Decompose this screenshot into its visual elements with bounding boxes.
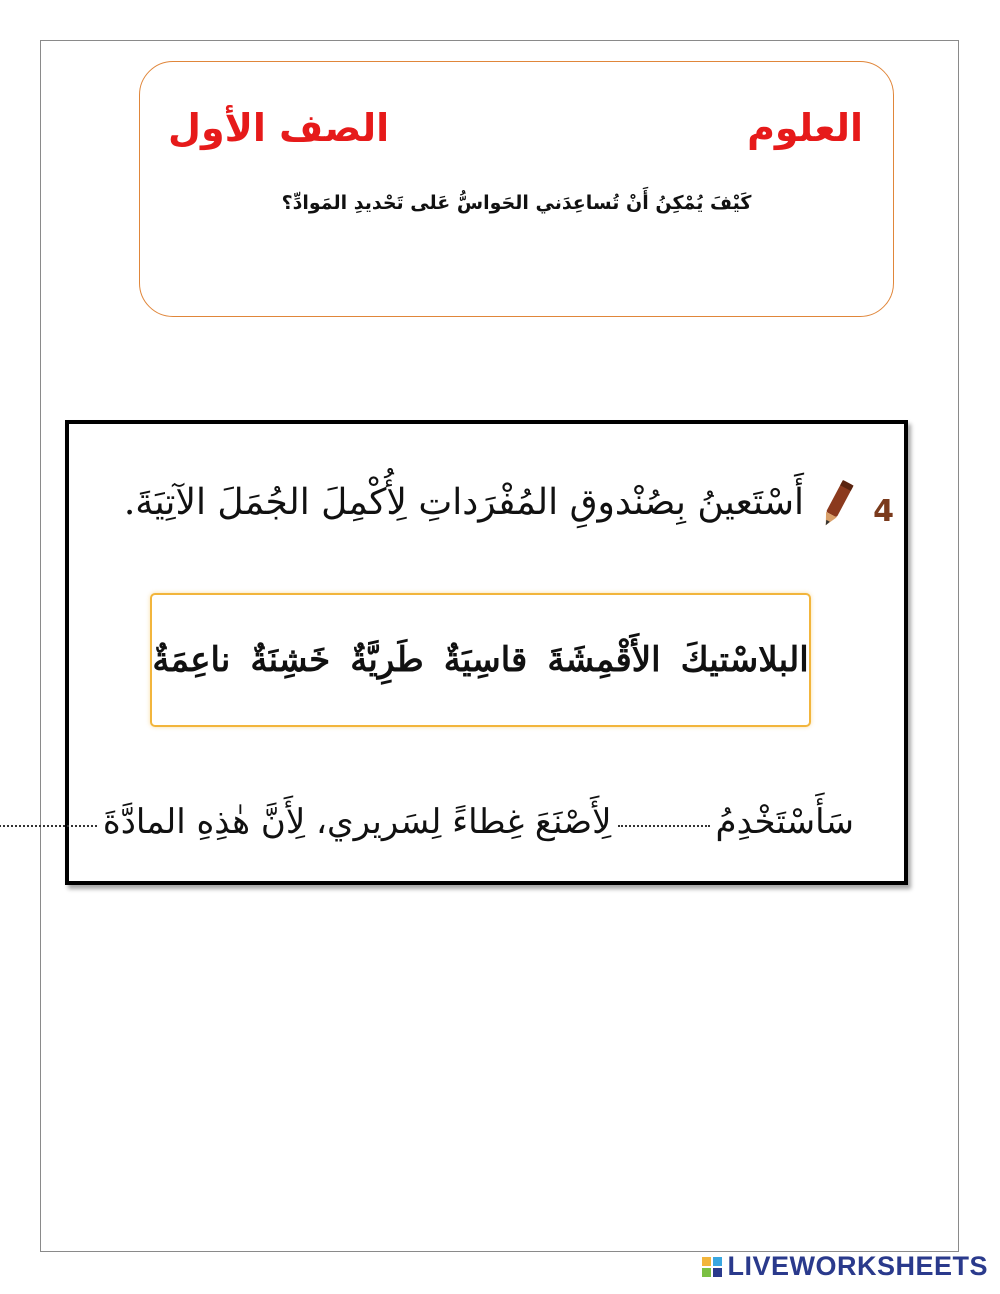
word-bank-item[interactable]: ناعِمَةٌ — [152, 640, 231, 680]
sentence-part-1: سَأَسْتَخْدِمُ — [715, 802, 854, 842]
answer-blank-2[interactable] — [0, 824, 97, 827]
word-bank-item[interactable]: الأَقْمِشَةَ — [547, 640, 661, 680]
fill-in-sentence — [0, 802, 854, 842]
liveworksheets-logo-text: LIVEWORKSHEETS — [727, 1251, 988, 1281]
word-bank-item[interactable]: طَرِيَّةٌ — [350, 640, 424, 680]
pencil-icon — [820, 476, 854, 532]
grade-title: الصف الأول — [168, 106, 390, 150]
subject-title: العلوم — [747, 106, 863, 150]
sentence-part-2: لِأَصْنَعَ غِطاءً لِسَريري، لِأَنَّ هٰذِهِ المادَّةَ — [102, 802, 612, 842]
word-bank-item[interactable]: خَشِنَةٌ — [250, 640, 331, 680]
word-bank-item[interactable]: البلاسْتيكَ — [680, 640, 809, 680]
lesson-question: كَيْفَ يُمْكِنُ أَنْ تُساعِدَني الحَواسُّ عَلى تَحْديدِ المَوادِّ؟ — [281, 192, 752, 214]
answer-blank-1[interactable] — [618, 824, 710, 827]
header-card — [139, 61, 894, 317]
word-bank — [150, 593, 811, 727]
exercise-instruction: أَسْتَعينُ بِصُنْدوقِ المُفْرَداتِ لِأُكْمِلَ الجُمَلَ الآتِيَةَ. — [123, 482, 804, 523]
liveworksheets-logo-icon — [701, 1256, 723, 1278]
word-bank-item[interactable]: قاسِيَةٌ — [443, 640, 528, 680]
exercise-box — [65, 420, 908, 885]
liveworksheets-logo — [701, 1251, 988, 1282]
exercise-number: 4 — [873, 494, 894, 529]
